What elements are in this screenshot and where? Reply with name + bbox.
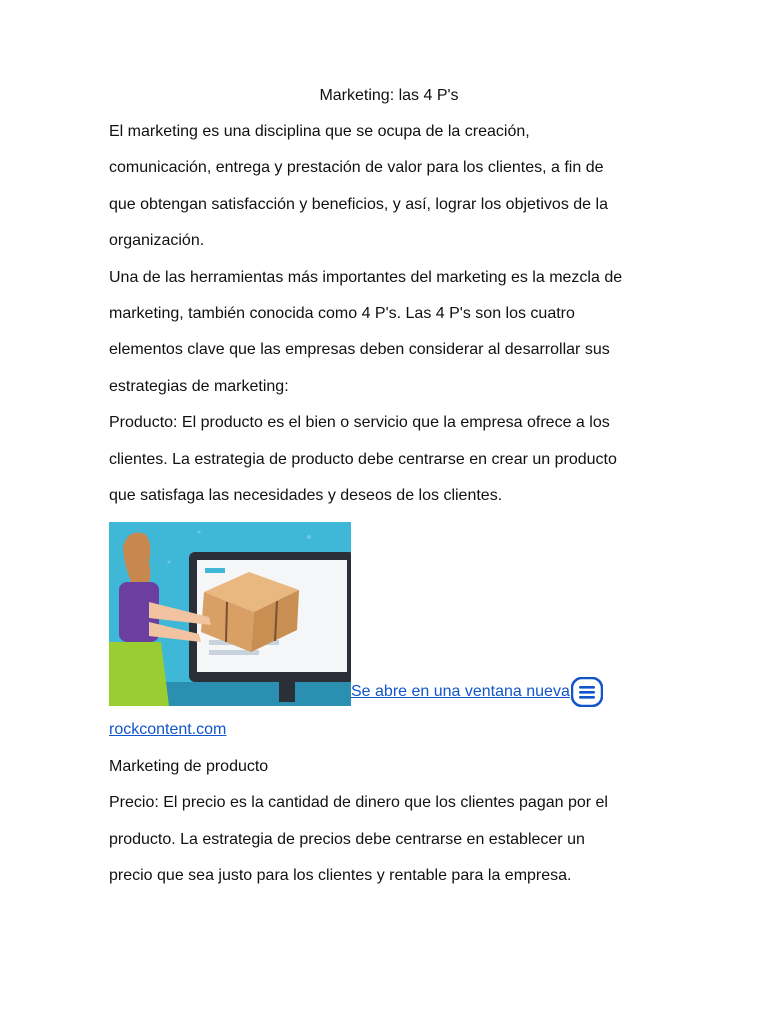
paragraph-line: clientes. La estrategia de producto debe centrarse en crear un producto — [109, 450, 617, 468]
paragraph-line: Una de las herramientas más importantes del marketing es la mezcla de — [109, 268, 623, 286]
paragraph-line: Precio: El precio es la cantidad de dinero que los clientes pagan por el — [109, 794, 608, 812]
paragraph-line: comunicación, entrega y prestación de valor para los clientes, a fin de — [109, 159, 604, 177]
paragraph-line: elementos clave que las empresas deben considerar al desarrollar sus — [109, 341, 610, 359]
menu-lines-icon — [571, 677, 603, 707]
paragraph-line: estrategias de marketing: — [109, 377, 289, 395]
paragraph-line: precio que sea justo para los clientes y rentable para la empresa. — [109, 867, 572, 885]
document-page — [109, 78, 669, 895]
document-title: Marketing: las 4 P's — [319, 87, 459, 104]
product-illustration — [109, 522, 351, 706]
paragraph-line: que satisfaga las necesidades y deseos de los clientes. — [109, 487, 503, 505]
open-new-window-link[interactable] — [351, 677, 603, 707]
paragraph-line: que obtengan satisfacción y beneficios, y así, lograr los objetivos de la — [109, 195, 608, 213]
paragraph-line: El marketing es una disciplina que se ocupa de la creación, — [109, 123, 530, 140]
paragraph-line: Producto: El producto es el bien o servicio que la empresa ofrece a los — [109, 414, 610, 432]
source-link[interactable]: rockcontent.com — [109, 721, 227, 739]
product-illustration-link[interactable] — [109, 522, 351, 706]
figure-row — [109, 522, 669, 706]
source-line — [109, 712, 669, 748]
paragraph-line: marketing, también conocida como 4 P's. Las 4 P's son los cuatro — [109, 305, 575, 323]
paragraph-line: producto. La estrategia de precios debe centrarse en establecer un — [109, 830, 585, 848]
image-caption: Marketing de producto — [109, 757, 269, 775]
paragraph-line: organización. — [109, 232, 205, 250]
open-new-window-label: Se abre en una ventana nueva — [351, 683, 570, 701]
